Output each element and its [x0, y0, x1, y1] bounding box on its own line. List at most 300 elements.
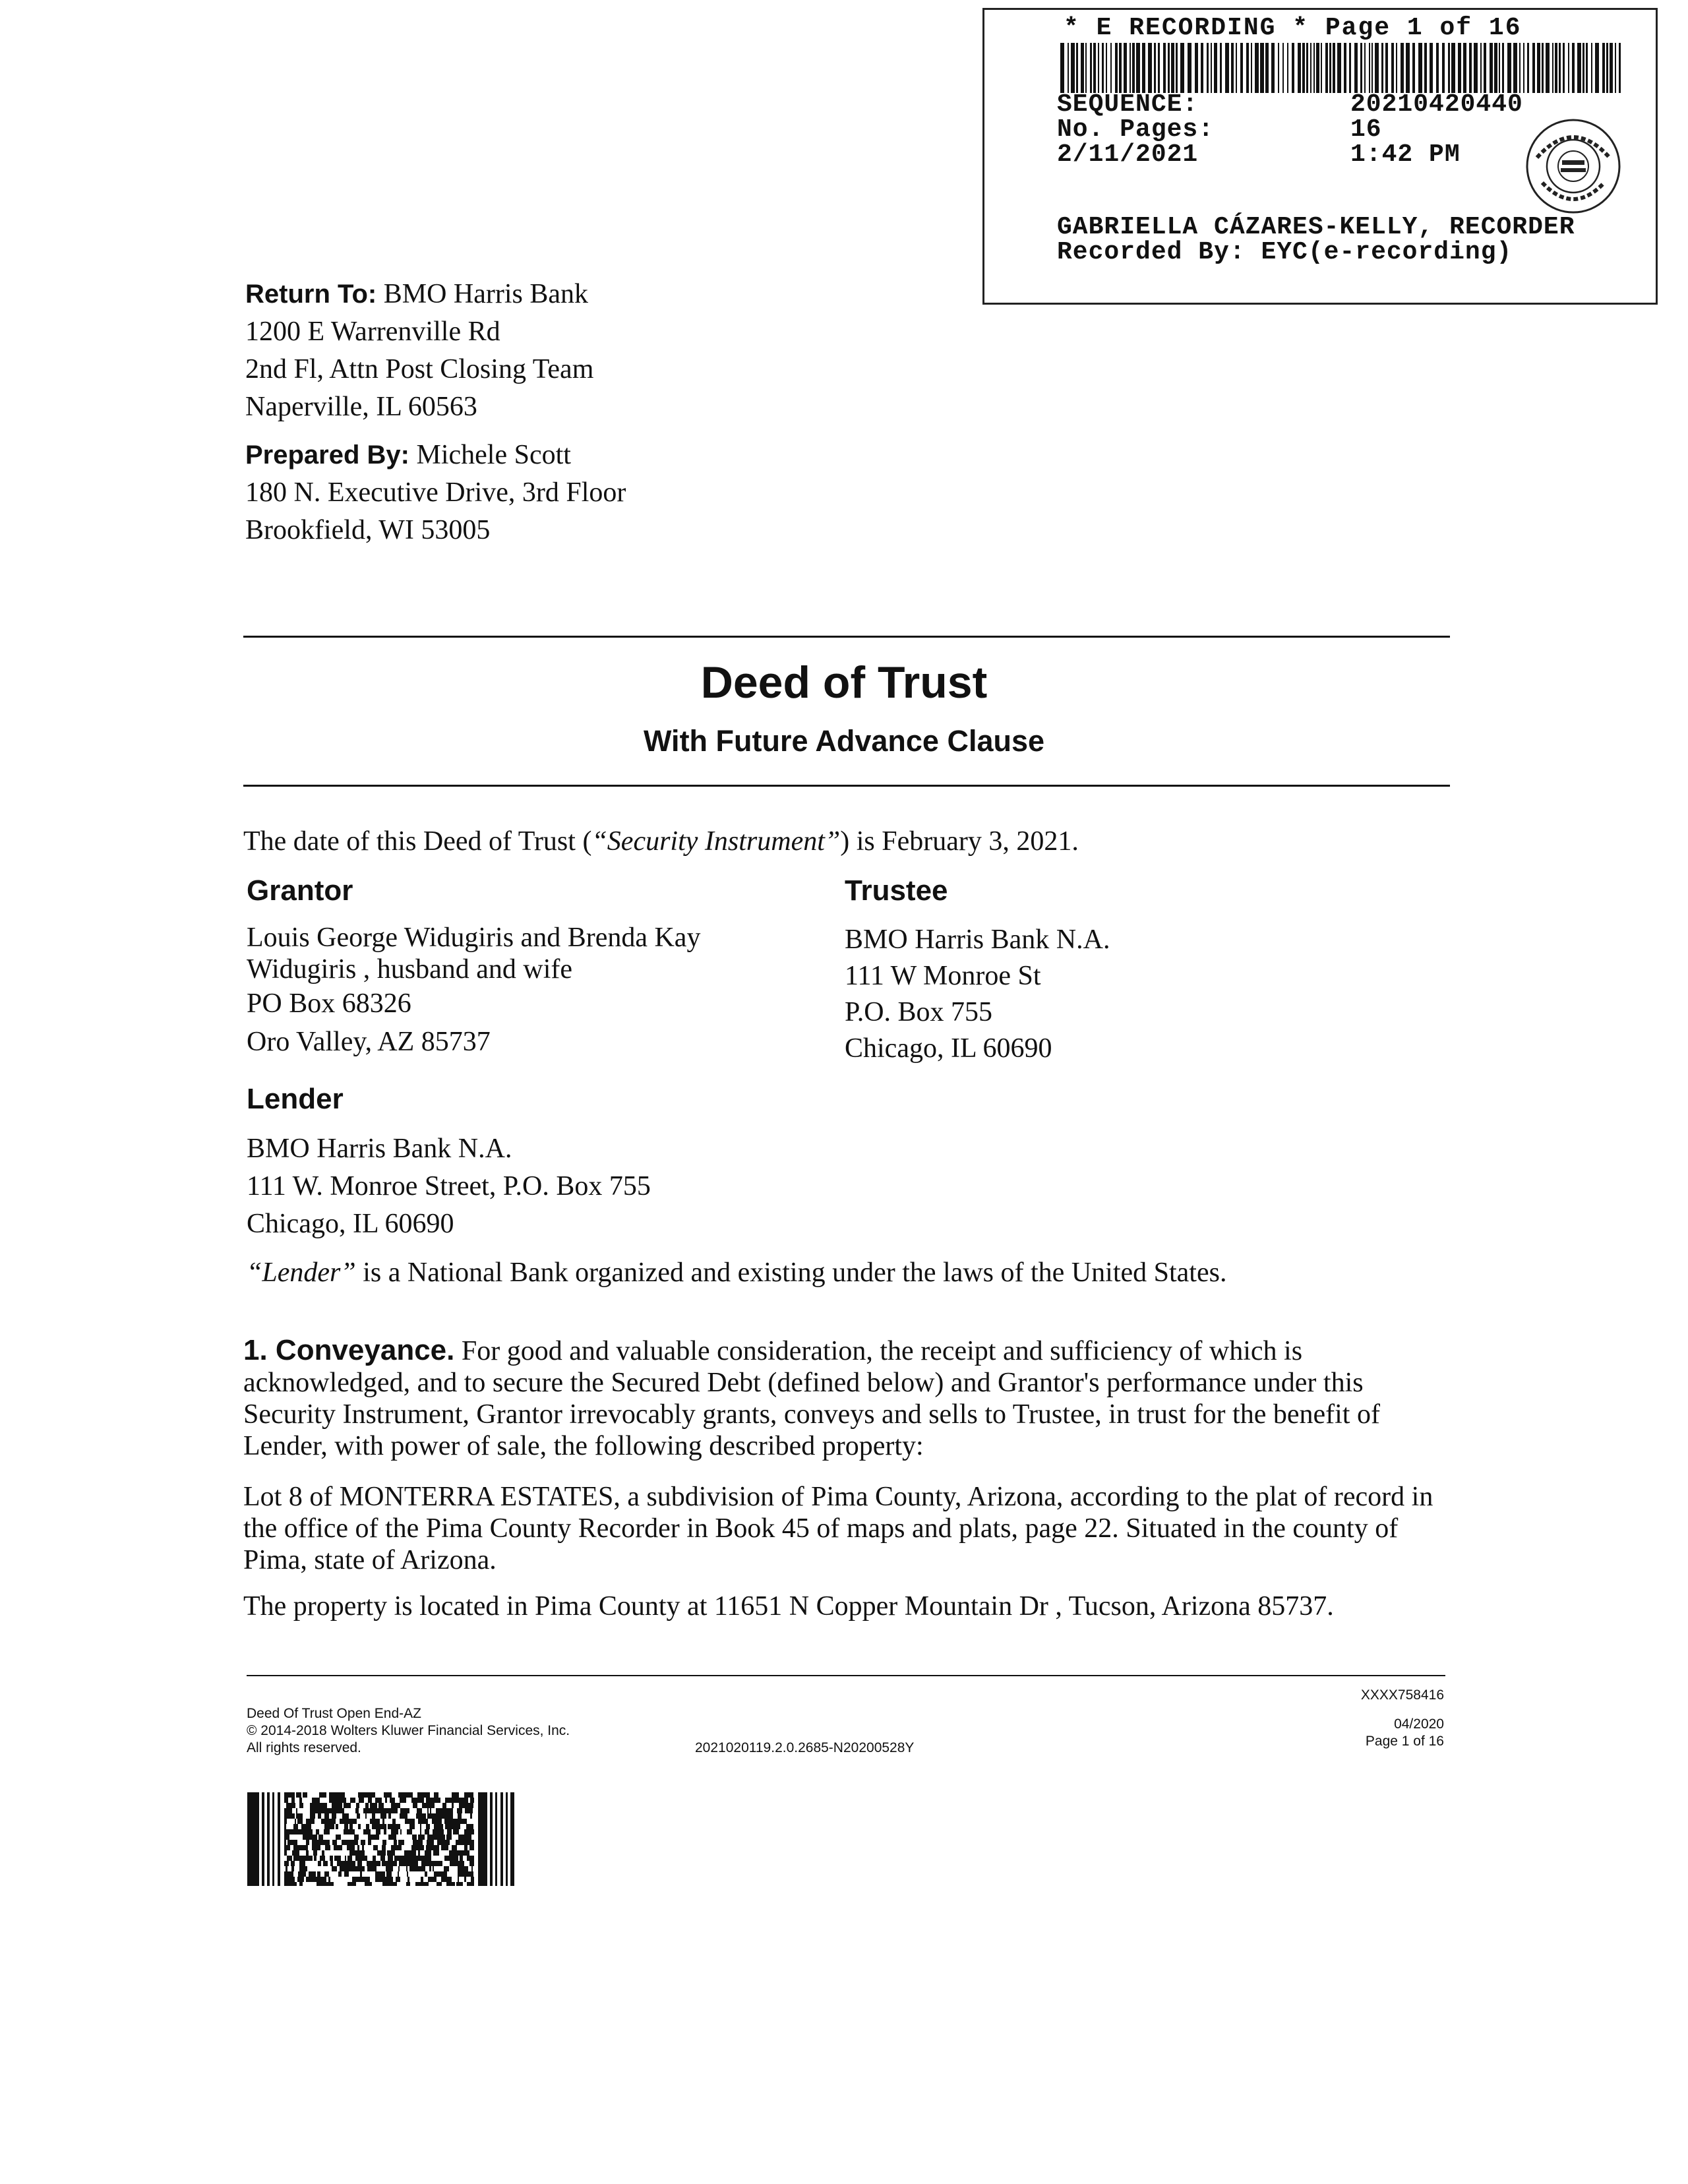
barcode-module — [284, 1798, 286, 1803]
barcode-module — [431, 1877, 435, 1882]
recording-date: 2/11/2021 — [1057, 140, 1199, 169]
barcode-module — [455, 1792, 459, 1798]
barcode-bar — [1306, 43, 1308, 93]
barcode-module — [299, 1803, 303, 1808]
barcode-bar — [1602, 43, 1605, 93]
barcode-module — [388, 1861, 389, 1866]
barcode-module — [365, 1813, 367, 1819]
barcode-module — [456, 1850, 459, 1856]
barcode-module — [429, 1813, 431, 1819]
barcode-module — [446, 1882, 452, 1886]
barcode-module — [411, 1856, 415, 1861]
barcode-module — [340, 1861, 344, 1866]
barcode-module — [317, 1840, 319, 1845]
barcode-module — [510, 1792, 514, 1886]
barcode-module — [375, 1877, 378, 1882]
barcode-module — [371, 1861, 376, 1866]
barcode-module — [423, 1856, 427, 1861]
barcode-bar — [1282, 43, 1284, 93]
lender-note — [247, 1257, 1226, 1289]
barcode-module — [407, 1829, 409, 1835]
barcode-module — [430, 1840, 434, 1845]
barcode-module — [457, 1829, 459, 1835]
barcode-module — [447, 1829, 452, 1835]
barcode-bar — [1523, 43, 1524, 93]
barcode-module — [358, 1877, 363, 1882]
barcode-module — [425, 1829, 429, 1835]
barcode-module — [418, 1835, 422, 1840]
barcode-module — [325, 1882, 329, 1886]
barcode-module — [438, 1824, 443, 1829]
barcode-module — [427, 1803, 430, 1808]
barcode-module — [414, 1850, 416, 1856]
barcode-module — [354, 1840, 358, 1845]
recording-barcode — [1060, 43, 1621, 93]
barcode-bar — [1563, 43, 1565, 93]
barcode-module — [349, 1829, 353, 1835]
barcode-module — [306, 1819, 311, 1824]
barcode-module — [468, 1808, 473, 1813]
barcode-module — [297, 1877, 301, 1882]
barcode-module — [293, 1856, 297, 1861]
barcode-module — [470, 1871, 473, 1877]
barcode-bar — [1154, 43, 1156, 93]
barcode-module — [319, 1803, 322, 1808]
barcode-module — [291, 1877, 295, 1882]
barcode-module — [417, 1792, 421, 1798]
barcode-module — [391, 1845, 393, 1850]
barcode-bar — [1546, 43, 1550, 93]
barcode-module — [305, 1792, 307, 1798]
barcode-module — [394, 1856, 398, 1861]
barcode-module — [359, 1850, 365, 1856]
barcode-bar — [1110, 43, 1112, 93]
barcode-bar — [1430, 43, 1433, 93]
barcode-module — [301, 1824, 305, 1829]
barcode-module — [463, 1871, 467, 1877]
barcode-module — [392, 1882, 397, 1886]
barcode-module — [412, 1835, 417, 1840]
barcode-module — [433, 1850, 437, 1856]
barcode-module — [430, 1808, 431, 1813]
barcode-module — [310, 1871, 312, 1877]
barcode-module — [342, 1840, 347, 1845]
barcode-module — [398, 1824, 400, 1829]
barcode-module — [307, 1829, 308, 1835]
barcode-bar — [1106, 43, 1107, 93]
barcode-module — [284, 1829, 289, 1835]
barcode-module — [299, 1798, 302, 1803]
barcode-module — [376, 1829, 380, 1835]
barcode-module — [312, 1877, 316, 1882]
barcode-module — [426, 1798, 428, 1803]
barcode-bar — [1180, 43, 1184, 93]
barcode-module — [317, 1871, 320, 1877]
barcode-module — [466, 1824, 469, 1829]
barcode-module — [373, 1845, 378, 1850]
barcode-module — [454, 1798, 458, 1803]
barcode-module — [312, 1871, 316, 1877]
barcode-bar — [1211, 43, 1212, 93]
barcode-module — [400, 1829, 402, 1835]
barcode-module — [375, 1871, 380, 1877]
barcode-module — [438, 1813, 444, 1819]
barcode-module — [407, 1871, 408, 1877]
barcode-bar — [1442, 43, 1445, 93]
barcode-module — [427, 1808, 429, 1813]
barcode-bar — [1119, 43, 1122, 93]
barcode-module — [355, 1856, 357, 1861]
footer-rule — [247, 1675, 1445, 1676]
barcode-module — [393, 1808, 398, 1813]
barcode-module — [398, 1866, 400, 1871]
barcode-bar — [1490, 43, 1493, 93]
barcode-module — [396, 1829, 398, 1835]
barcode-module — [284, 1840, 286, 1845]
barcode-module — [391, 1829, 396, 1835]
barcode-module — [393, 1845, 395, 1850]
barcode-module — [452, 1803, 454, 1808]
barcode-module — [408, 1808, 409, 1813]
barcode-module — [319, 1792, 324, 1798]
trustee-line: BMO Harris Bank N.A. — [845, 925, 1110, 955]
barcode-module — [403, 1798, 406, 1803]
barcode-module — [332, 1819, 336, 1824]
property-location: The property is located in Pima County at 11651 N Copper Mountain Dr , Tucson, Arizona 85737. — [243, 1591, 1334, 1622]
barcode-module — [464, 1845, 467, 1850]
footer-rights: All rights reserved. — [247, 1740, 361, 1755]
barcode-module — [388, 1813, 391, 1819]
barcode-module — [345, 1856, 346, 1861]
barcode-module — [427, 1813, 429, 1819]
barcode-module — [392, 1835, 396, 1840]
barcode-module — [430, 1861, 435, 1866]
barcode-module — [407, 1877, 409, 1882]
barcode-bar — [1532, 43, 1535, 93]
recording-time: 1:42 PM — [1350, 140, 1461, 169]
barcode-module — [382, 1824, 386, 1829]
barcode-bar — [1610, 43, 1613, 93]
barcode-bar — [1542, 43, 1544, 93]
barcode-module — [313, 1850, 317, 1856]
barcode-module — [411, 1798, 413, 1803]
return-to-line: 1200 E Warrenville Rd — [245, 317, 500, 347]
barcode-bar — [1168, 43, 1170, 93]
barcode-module — [380, 1871, 385, 1877]
barcode-module — [388, 1792, 389, 1798]
barcode-module — [349, 1861, 353, 1866]
barcode-module — [305, 1824, 310, 1829]
date-text-post: ) is February 3, 2021. — [840, 826, 1079, 857]
barcode-module — [349, 1845, 355, 1850]
barcode-module — [388, 1824, 389, 1829]
barcode-module — [353, 1829, 355, 1835]
barcode-module — [467, 1882, 471, 1886]
barcode-module — [329, 1792, 333, 1798]
barcode-module — [372, 1866, 374, 1871]
barcode-bar — [1337, 43, 1341, 93]
barcode-module — [309, 1835, 312, 1840]
barcode-module — [349, 1840, 353, 1845]
barcode-module — [267, 1792, 270, 1886]
barcode-module — [337, 1861, 340, 1866]
barcode-module — [321, 1819, 326, 1824]
barcode-module — [424, 1792, 427, 1798]
barcode-bar — [1188, 43, 1191, 93]
barcode-module — [324, 1877, 326, 1882]
barcode-module — [386, 1808, 389, 1813]
barcode-module — [306, 1835, 309, 1840]
barcode-module — [334, 1845, 336, 1850]
barcode-module — [470, 1813, 472, 1819]
barcode-module — [433, 1798, 437, 1803]
barcode-bar — [1619, 43, 1621, 93]
barcode-module — [384, 1877, 386, 1882]
barcode-bar — [1499, 43, 1500, 93]
barcode-module — [362, 1856, 367, 1861]
barcode-module — [342, 1813, 344, 1819]
barcode-bar — [1474, 43, 1478, 93]
barcode-module — [374, 1866, 377, 1871]
barcode-module — [332, 1803, 336, 1808]
barcode-module — [321, 1808, 325, 1813]
document-title: Deed of Trust — [700, 657, 988, 708]
barcode-module — [312, 1798, 313, 1803]
barcode-module — [471, 1866, 473, 1871]
barcode-module — [306, 1850, 309, 1856]
barcode-module — [310, 1813, 312, 1819]
barcode-module — [293, 1803, 295, 1808]
barcode-module — [356, 1803, 359, 1808]
barcode-bar — [1412, 43, 1415, 93]
barcode-module — [436, 1871, 439, 1877]
barcode-module — [377, 1819, 378, 1824]
barcode-module — [458, 1866, 462, 1871]
barcode-module — [309, 1877, 312, 1882]
barcode-module — [452, 1845, 457, 1850]
barcode-module — [387, 1882, 392, 1886]
barcode-module — [297, 1856, 302, 1861]
barcode-module — [458, 1819, 462, 1824]
barcode-module — [370, 1803, 373, 1808]
barcode-module — [332, 1866, 337, 1871]
barcode-module — [293, 1845, 295, 1850]
barcode-module — [287, 1840, 291, 1845]
barcode-module — [331, 1824, 334, 1829]
barcode-module — [368, 1835, 372, 1840]
barcode-module — [413, 1803, 415, 1808]
barcode-module — [389, 1861, 391, 1866]
barcode-module — [469, 1803, 473, 1808]
barcode-module — [473, 1861, 474, 1866]
barcode-module — [378, 1877, 384, 1882]
barcode-bar — [1158, 43, 1160, 93]
barcode-module — [292, 1882, 297, 1886]
barcode-module — [344, 1861, 349, 1866]
conveyance-heading: 1. Conveyance. — [243, 1334, 455, 1366]
barcode-module — [384, 1829, 386, 1835]
barcode-module — [433, 1866, 434, 1871]
barcode-bar — [1469, 43, 1472, 93]
barcode-module — [428, 1798, 433, 1803]
barcode-module — [287, 1882, 292, 1886]
barcode-module — [391, 1808, 393, 1813]
barcode-module — [500, 1792, 503, 1886]
barcode-module — [437, 1840, 440, 1845]
lender-line: BMO Harris Bank N.A. — [247, 1134, 512, 1164]
barcode-module — [312, 1819, 315, 1824]
barcode-module — [374, 1824, 378, 1829]
barcode-module — [452, 1882, 455, 1886]
barcode-module — [332, 1840, 334, 1845]
barcode-module — [358, 1792, 363, 1798]
barcode-module — [425, 1871, 427, 1877]
barcode-module — [367, 1861, 371, 1866]
barcode-module — [417, 1840, 423, 1845]
barcode-module — [432, 1819, 435, 1824]
barcode-module — [334, 1856, 339, 1861]
barcode-module — [347, 1856, 352, 1861]
barcode-bar — [1451, 43, 1455, 93]
grantor-line: Louis George Widugiris and Brenda Kay — [247, 923, 701, 953]
barcode-module — [419, 1845, 424, 1850]
barcode-module — [444, 1813, 448, 1819]
barcode-module — [427, 1856, 429, 1861]
barcode-bar — [1424, 43, 1427, 93]
barcode-module — [443, 1845, 448, 1850]
barcode-bar — [1201, 43, 1203, 93]
barcode-module — [317, 1808, 321, 1813]
barcode-bar — [1401, 43, 1404, 93]
grantor-line: PO Box 68326 — [247, 988, 411, 1019]
barcode-module — [392, 1798, 395, 1803]
barcode-module — [303, 1792, 305, 1798]
barcode-module — [463, 1840, 467, 1845]
barcode-module — [467, 1856, 469, 1861]
barcode-module — [440, 1840, 442, 1845]
barcode-module — [457, 1819, 458, 1824]
barcode-bar — [1360, 43, 1362, 93]
barcode-module — [367, 1829, 371, 1835]
barcode-module — [373, 1819, 377, 1824]
barcode-module — [384, 1861, 388, 1866]
barcode-module — [349, 1850, 355, 1856]
barcode-module — [345, 1819, 349, 1824]
barcode-module — [413, 1861, 418, 1866]
barcode-bar — [1396, 43, 1397, 93]
barcode-module — [425, 1882, 429, 1886]
barcode-module — [436, 1808, 440, 1813]
barcode-module — [325, 1845, 327, 1850]
barcode-module — [359, 1798, 363, 1803]
barcode-module — [388, 1871, 392, 1877]
barcode-module — [441, 1861, 442, 1866]
barcode-module — [344, 1792, 345, 1798]
barcode-module — [381, 1803, 384, 1808]
barcode-module — [284, 1835, 289, 1840]
barcode-module — [453, 1850, 456, 1856]
footer-page: Page 1 of 16 — [1365, 1734, 1444, 1749]
barcode-module — [471, 1840, 474, 1845]
barcode-module — [310, 1803, 315, 1808]
barcode-bar — [1130, 43, 1131, 93]
barcode-bar — [1375, 43, 1379, 93]
barcode-module — [363, 1798, 364, 1803]
barcode-module — [284, 1819, 287, 1824]
barcode-module — [366, 1824, 369, 1829]
barcode-bar — [1071, 43, 1075, 93]
barcode-module — [346, 1829, 349, 1835]
barcode-module — [448, 1819, 452, 1824]
barcode-module — [392, 1877, 393, 1882]
barcode-bar — [1136, 43, 1140, 93]
barcode-module — [418, 1798, 419, 1803]
barcode-module — [460, 1882, 463, 1886]
prepared-by-line: Brookfield, WI 53005 — [245, 515, 491, 545]
conveyance-paragraph — [243, 1335, 1450, 1462]
barcode-module — [437, 1861, 441, 1866]
barcode-module — [403, 1813, 407, 1819]
barcode-bar — [1591, 43, 1592, 93]
barcode-module — [434, 1871, 436, 1877]
barcode-module — [286, 1861, 289, 1866]
barcode-module — [399, 1861, 404, 1866]
barcode-bar — [1448, 43, 1450, 93]
barcode-module — [422, 1803, 427, 1808]
barcode-module — [403, 1792, 408, 1798]
barcode-bar — [1480, 43, 1482, 93]
barcode-module — [462, 1866, 464, 1871]
barcode-module — [409, 1866, 411, 1871]
barcode-module — [311, 1819, 312, 1824]
footer-left — [247, 1705, 570, 1757]
barcode-module — [426, 1845, 431, 1850]
barcode-bar — [1344, 43, 1346, 93]
barcode-module — [469, 1845, 471, 1850]
barcode-module — [435, 1861, 437, 1866]
barcode-bar — [1316, 43, 1319, 93]
barcode-module — [464, 1866, 468, 1871]
barcode-module — [478, 1792, 487, 1886]
barcode-module — [284, 1824, 286, 1829]
barcode-bar — [1559, 43, 1561, 93]
barcode-bar — [1372, 43, 1373, 93]
barcode-module — [315, 1803, 319, 1808]
barcode-bar — [1214, 43, 1217, 93]
barcode-module — [437, 1792, 438, 1798]
barcode-module — [415, 1866, 418, 1871]
barcode-module — [423, 1861, 427, 1866]
barcode-module — [427, 1835, 433, 1840]
barcode-bar — [1132, 43, 1135, 93]
barcode-module — [318, 1882, 320, 1886]
barcode-module — [423, 1819, 428, 1824]
barcode-module — [439, 1871, 442, 1877]
barcode-module — [458, 1871, 463, 1877]
barcode-bar — [1225, 43, 1229, 93]
barcode-module — [469, 1856, 474, 1861]
barcode-bar — [1595, 43, 1599, 93]
barcode-module — [315, 1835, 317, 1840]
barcode-module — [344, 1871, 349, 1877]
barcode-module — [444, 1808, 449, 1813]
barcode-module — [427, 1861, 430, 1866]
return-to-label: Return To: — [245, 280, 377, 309]
barcode-module — [301, 1871, 306, 1877]
barcode-module — [289, 1803, 293, 1808]
barcode-module — [303, 1845, 304, 1850]
barcode-module — [316, 1877, 320, 1882]
